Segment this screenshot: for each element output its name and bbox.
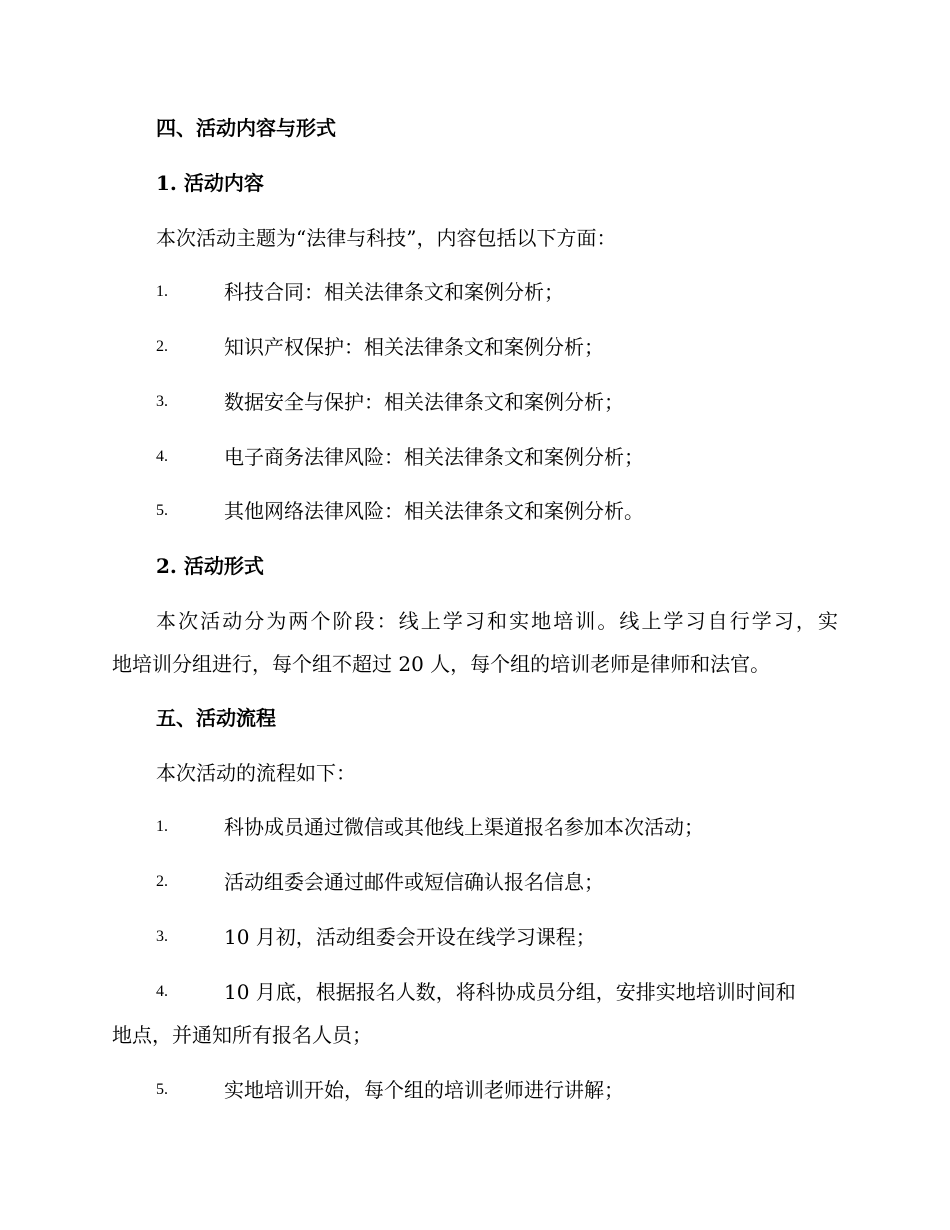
list-number: 4. [156, 983, 168, 1000]
list-text: 其他网络法律风险：相关法律条文和案例分析。 [224, 499, 644, 523]
list-number: 2. [156, 873, 168, 890]
subsection-4-1-title: 1. 活动内容 [156, 171, 264, 195]
list-item [0, 813, 950, 841]
content-intro: 本次活动主题为“法律与科技”，内容包括以下方面： [156, 226, 617, 250]
list-item [0, 868, 950, 896]
list-number: 5. [156, 502, 168, 519]
form-paragraph-line-2: 地培训分组进行，每个组不超过 20 人，每个组的培训老师是律师和法官。 [112, 652, 771, 676]
list-item [0, 278, 950, 306]
list-text: 知识产权保护：相关法律条文和案例分析； [224, 335, 604, 359]
list-text: 科技合同：相关法律条文和案例分析； [224, 280, 564, 304]
list-item-continuation: 地点，并通知所有报名人员； [112, 1023, 372, 1047]
list-number: 3. [156, 393, 168, 410]
list-number: 2. [156, 338, 168, 355]
list-number: 3. [156, 928, 168, 945]
list-text: 科协成员通过微信或其他线上渠道报名参加本次活动； [224, 815, 704, 839]
process-intro: 本次活动的流程如下： [156, 761, 356, 785]
list-text: 数据安全与保护：相关法律条文和案例分析； [224, 390, 624, 414]
list-text: 电子商务法律风险：相关法律条文和案例分析； [224, 445, 644, 469]
list-item [0, 1076, 950, 1104]
section-4-title: 四、活动内容与形式 [156, 116, 336, 140]
list-item [0, 388, 950, 416]
section-5-title: 五、活动流程 [156, 706, 276, 730]
list-item [0, 923, 950, 951]
list-item [0, 978, 950, 1006]
list-text: 实地培训开始，每个组的培训老师进行讲解； [224, 1078, 624, 1102]
list-number: 5. [156, 1081, 168, 1098]
subsection-4-2-title: 2. 活动形式 [156, 554, 264, 578]
list-number: 4. [156, 448, 168, 465]
form-paragraph-line-1: 本次活动分为两个阶段：线上学习和实地培训。线上学习自行学习，实 [156, 609, 838, 633]
list-number: 1. [156, 818, 168, 835]
list-text: 10 月初，活动组委会开设在线学习课程； [224, 925, 596, 949]
list-text: 活动组委会通过邮件或短信确认报名信息； [224, 870, 604, 894]
list-text: 10 月底，根据报名人数，将科协成员分组，安排实地培训时间和 [224, 980, 796, 1004]
list-number: 1. [156, 283, 168, 300]
list-item [0, 497, 950, 525]
list-item [0, 333, 950, 361]
list-item [0, 443, 950, 471]
